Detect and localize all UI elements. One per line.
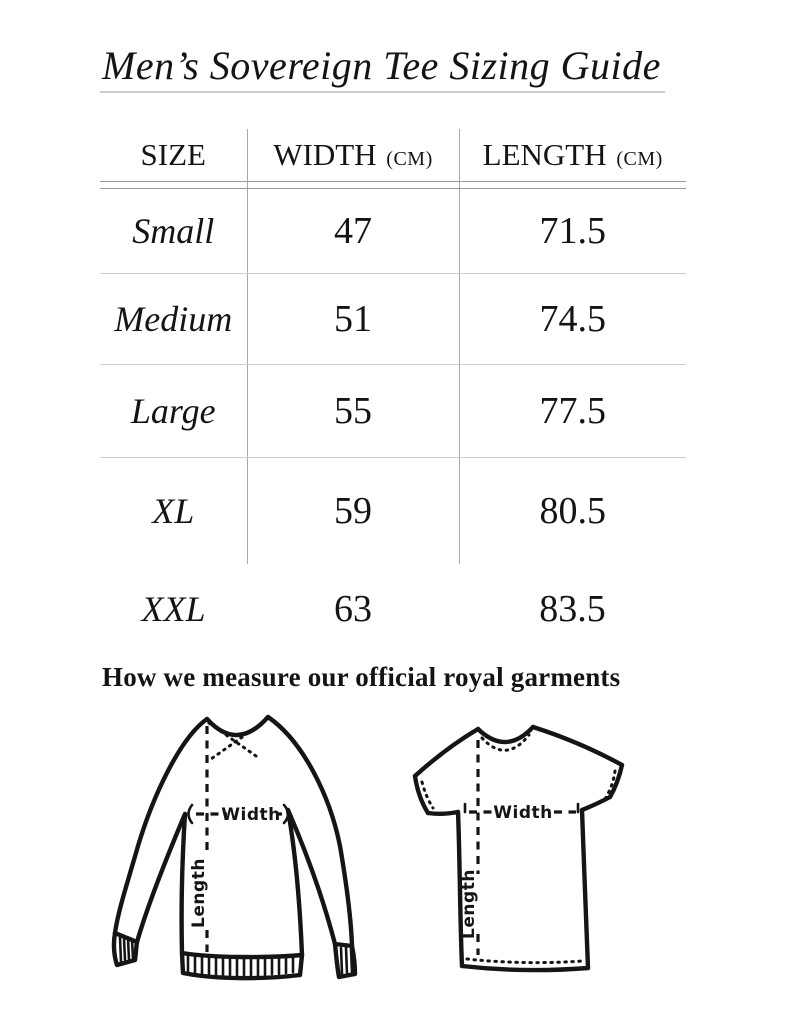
size-cell: Small bbox=[100, 189, 247, 274]
column-label: SIZE bbox=[140, 137, 206, 172]
width-cell: 51 bbox=[247, 274, 459, 365]
length-label: Length bbox=[189, 858, 209, 928]
size-cell: Large bbox=[100, 365, 247, 458]
tshirt-measurement-diagram bbox=[402, 712, 634, 976]
size-cell: XXL bbox=[141, 589, 206, 629]
column-label: WIDTH bbox=[273, 137, 377, 172]
width-label: Width bbox=[493, 803, 553, 823]
title-divider bbox=[100, 91, 665, 93]
size-cell: XL bbox=[152, 491, 195, 531]
sweatshirt-width-line bbox=[189, 805, 289, 825]
table-row-small bbox=[100, 189, 686, 274]
column-unit: (CM) bbox=[616, 148, 663, 170]
table-row-large bbox=[100, 365, 686, 458]
section-heading: How we measure our official royal garments bbox=[102, 662, 621, 692]
width-cell: 63 bbox=[334, 588, 372, 630]
tshirt-length-line bbox=[459, 740, 479, 955]
width-cell: 55 bbox=[247, 365, 459, 458]
column-unit: (CM) bbox=[386, 148, 433, 170]
column-label: LENGTH bbox=[482, 137, 607, 172]
length-label: Length bbox=[459, 869, 479, 939]
length-cell: 77.5 bbox=[459, 365, 686, 458]
sweatshirt-outline bbox=[114, 717, 355, 978]
size-table-header-row bbox=[100, 129, 686, 182]
table-row-xl bbox=[100, 458, 686, 565]
table-row-xxl bbox=[100, 564, 686, 654]
length-cell: 71.5 bbox=[459, 189, 686, 274]
tshirt-outline bbox=[415, 727, 622, 970]
table-row-medium bbox=[100, 274, 686, 365]
width-cell: 59 bbox=[247, 458, 459, 565]
length-cell: 74.5 bbox=[459, 274, 686, 365]
sweatshirt-length-line bbox=[189, 726, 209, 952]
column-header-width bbox=[247, 129, 459, 182]
header-double-rule bbox=[100, 182, 686, 189]
length-cell: 83.5 bbox=[539, 588, 606, 630]
width-cell: 47 bbox=[247, 189, 459, 274]
sweatshirt-measurement-diagram bbox=[108, 706, 364, 988]
size-table bbox=[100, 129, 686, 654]
length-cell: 80.5 bbox=[459, 458, 686, 565]
size-cell: Medium bbox=[100, 274, 247, 365]
tshirt-width-line bbox=[465, 803, 578, 823]
column-header-size bbox=[100, 129, 247, 182]
width-label: Width bbox=[221, 805, 281, 825]
column-header-length bbox=[459, 129, 686, 182]
page-title: Men’s Sovereign Tee Sizing Guide bbox=[102, 43, 661, 88]
